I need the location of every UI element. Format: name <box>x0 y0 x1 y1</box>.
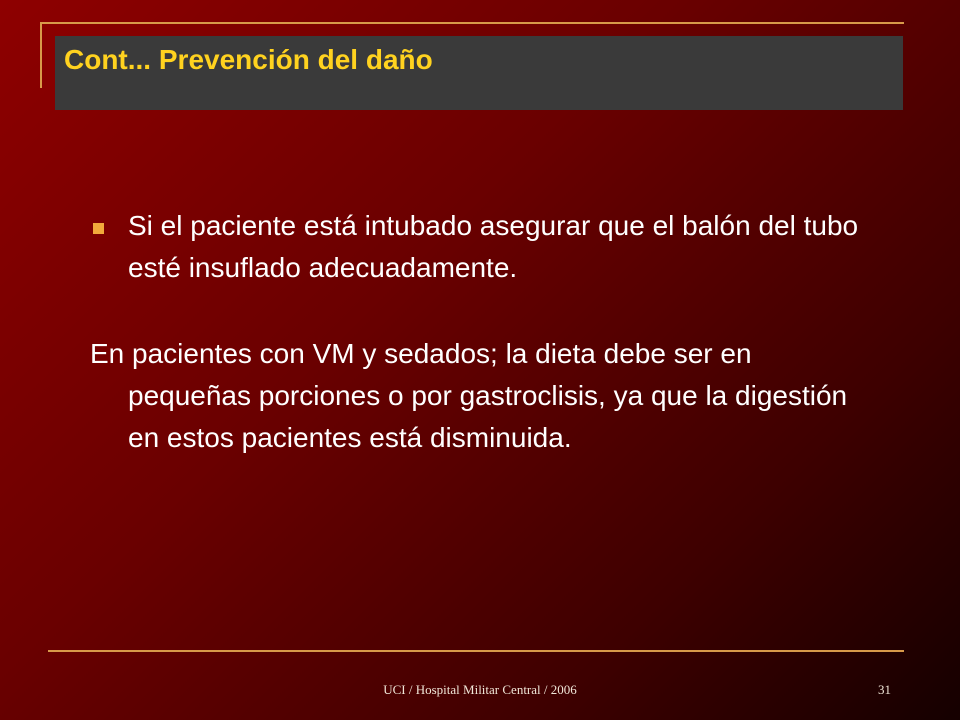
slide-title: Cont... Prevención del daño <box>64 44 433 75</box>
slide-content <box>90 205 880 459</box>
body-paragraph: En pacientes con VM y sedados; la dieta debe ser en pequeñas porciones o por gastroclisis, ya que la digestión en estos pacientes está disminuida. <box>90 338 848 453</box>
bottom-frame-line <box>48 650 904 652</box>
page-number: 31 <box>878 682 891 697</box>
bullet-text: Si el paciente está intubado asegurar que el balón del tubo esté insuflado adecuadamente. <box>128 210 859 283</box>
top-frame-line <box>40 22 904 24</box>
left-frame-line <box>40 22 42 88</box>
square-bullet-icon <box>93 223 104 234</box>
footer-text: UCI / Hospital Militar Central / 2006 <box>383 682 577 697</box>
bullet-item <box>90 205 880 289</box>
